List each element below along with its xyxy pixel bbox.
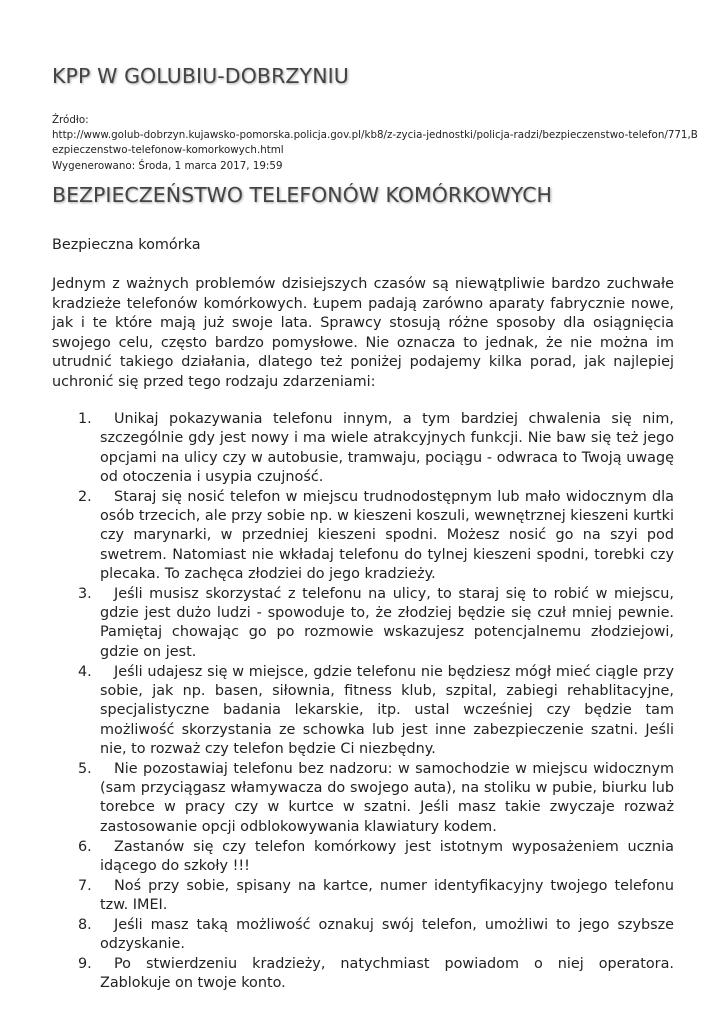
site-title: KPP W GOLUBIU-DOBRZYNIU — [52, 64, 349, 88]
article-title: BEZPIECZEŃSTWO TELEFONÓW KOMÓRKOWYCH — [52, 183, 552, 207]
list-item-number: 6. — [78, 838, 92, 855]
list-item-text: Jeśli musisz skorzystać z telefonu na ulicy, to staraj się to robić w miejscu, gdzie jest dużo ludzi - spowoduje to, że złodziej będzie się czuł mniej pewnie. Pamiętaj chowając go po rozmowie wskazujesz potencjalnemu złodziejowi, gdzie on jest. — [100, 585, 674, 660]
source-label: Źródło: — [52, 114, 89, 126]
list-item-text: Zastanów się czy telefon komórkowy jest istotnym wyposażeniem ucznia idącego do szkoły !!! — [100, 838, 674, 874]
list-item — [52, 877, 674, 916]
tips-list — [52, 410, 674, 994]
list-item — [52, 955, 674, 994]
generated-date: Wygenerowano: Środa, 1 marca 2017, 19:59 — [52, 159, 283, 172]
list-item-text: Po stwierdzeniu kradzieży, natychmiast powiadom o niej operatora. Zablokuje on twoje konto. — [100, 956, 674, 992]
list-item — [52, 838, 674, 877]
list-item — [52, 488, 674, 584]
list-item-number: 3. — [78, 585, 92, 602]
source-url-line-2: ezpieczenstwo-telefonow-komorkowych.html — [52, 144, 284, 157]
list-item — [52, 410, 674, 487]
list-item-number: 2. — [78, 488, 92, 505]
list-item-text: Staraj się nosić telefon w miejscu trudnodostępnym lub mało widocznym dla osób trzecich, ale przy sobie np. w kieszeni koszuli, wewnętrznej kieszeni kurtki czy marynarki, w przedniej kieszeni spodni. Możesz nosić go na szyi pod swetrem. Natomiast nie wkładaj telefonu do tylnej kieszeni spodni, torebki czy plecaka. To zachęca złodziei do jego kradzieży. — [100, 488, 674, 582]
list-item — [52, 585, 674, 662]
list-item-number: 8. — [78, 916, 92, 933]
list-item-text: Jeśli udajesz się w miejsce, gdzie telefonu nie będziesz mógł mieć ciągle przy sobie, jak np. basen, siłownia, fitness klub, szpital, zabiegi rehablitacyjne, specjalistyczne badania lekarskie, itp. ustal wcześniej czy będzie tam możliwość skorzystania ze schowka lub jest inne zabezpieczenie szatni. Jeśli nie, to rozważ czy telefon będzie Ci niezbędny. — [100, 663, 674, 757]
list-item-text: Noś przy sobie, spisany na kartce, numer identyfikacyjny twojego telefonu tzw. IMEI. — [100, 877, 674, 913]
source-metadata — [52, 113, 698, 174]
list-item-number: 7. — [78, 877, 92, 894]
list-item-number: 1. — [78, 411, 92, 427]
list-item-number: 5. — [78, 760, 92, 777]
list-item-text: Jeśli masz taką możliwość oznakuj swój telefon, umożliwi to jego szybsze odzyskanie. — [100, 916, 674, 953]
list-item-number: 9. — [78, 956, 92, 973]
list-item — [52, 760, 674, 837]
list-item-text: Unikaj pokazywania telefonu innym, a tym bardziej chwalenia się nim, szczególnie gdy jest nowy i ma wiele atrakcyjnych funkcji. Nie baw się też jego opcjami na ulicy czy w autobusie, tramwaju, pociągu - odwraca to Twoją uwagę od otoczenia i usypia czujność. — [100, 411, 674, 485]
source-url-line-1: http://www.golub-dobrzyn.kujawsko-pomorska.policja.gov.pl/kb8/z-zycia-jednostki/policja-radzi/bezpieczenstwo-telefon/771,B — [52, 129, 698, 142]
article-subtitle: Bezpieczna komórka — [52, 237, 201, 253]
list-item — [52, 916, 674, 955]
list-item-number: 4. — [78, 663, 92, 680]
article-intro: Jednym z ważnych problemów dzisiejszych czasów są niewątpliwie bardzo zuchwałe kradzieże telefonów komórkowych. Łupem padają zarówno aparaty fabrycznie nowe, jak i te które mają już swoje lata. Sprawcy stosują różne sposoby dla osiągnięcia swojego celu, często bardzo pomysłowe. Nie oznacza to jednak, że nie można im utrudnić takiego działania, dlatego też poniżej podajemy kilka porad, jak najlepiej uchronić się przed tego rodzaju zdarzeniami: — [52, 276, 674, 390]
list-item-text: Nie pozostawiaj telefonu bez nadzoru: w samochodzie w miejscu widocznym (sam przyciągasz włamywacza do swojego auta), na stoliku w pubie, biurku lub torebce w pracy czy w kurtce w szatni. Jeśli masz takie zwyczaje rozważ zastosowanie opcji odblokowywania klawiatury kodem. — [100, 760, 674, 835]
list-item — [52, 663, 674, 759]
